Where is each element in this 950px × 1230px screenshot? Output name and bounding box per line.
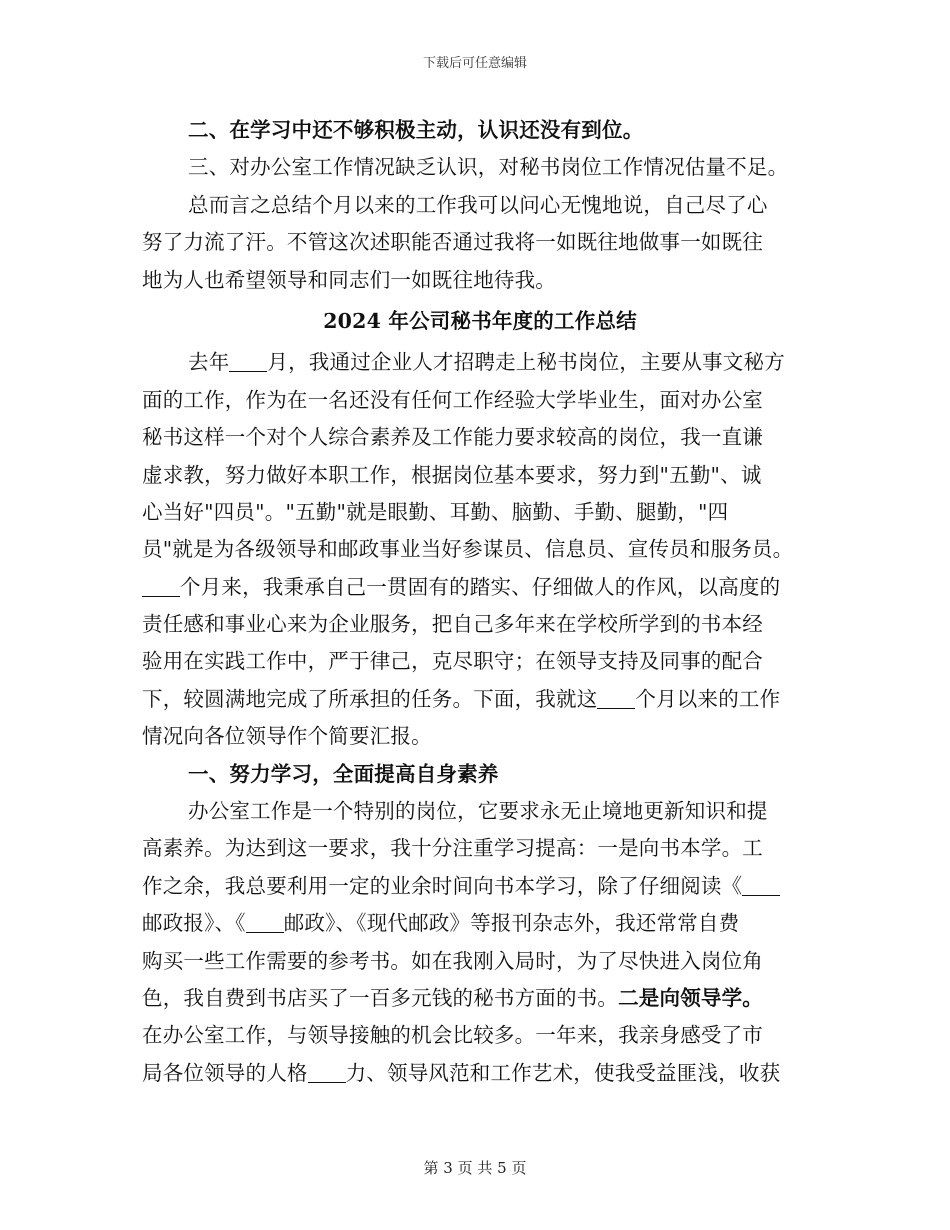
paragraph-line [142, 868, 818, 905]
text-run: 个月以来的工作 [635, 686, 781, 711]
document-body [142, 112, 818, 1092]
fill-in-blank [229, 351, 267, 372]
paragraph-line: 面的工作，作为在一名还没有任何工作经验大学毕业生，面对办公室 [142, 387, 763, 412]
text-run: 邮政报》、《 [142, 911, 246, 936]
fill-in-blank [742, 875, 780, 896]
page-footer: 第 3 页 共 5 页 [423, 1159, 527, 1177]
section-heading: 一、努力学习，全面提高自身素养 [188, 761, 499, 786]
text-run: 下，较圆满地完成了所承担的任务。下面，我就这 [142, 686, 598, 711]
fill-in-blank [308, 1062, 346, 1083]
bold-text-run: 二是向领导学。 [618, 985, 764, 1010]
paragraph-line [142, 905, 818, 942]
fill-in-blank [142, 576, 180, 597]
paragraph-line: 总而言之总结个月以来的工作我可以问心无愧地说，自己尽了心 [188, 192, 768, 217]
text-run: 个月来，我秉承自己一贯固有的踏实、仔细做人的作风，以高度的 [180, 574, 781, 599]
text-run: 力、领导风范和工作艺术，使我受益匪浅，收获 [345, 1060, 781, 1085]
paragraph-line: 购买一些工作需要的参考书。如在我刚入局时，为了尽快进入岗位角 [142, 948, 763, 973]
document-title: 2024 年公司秘书年度的工作总结 [323, 308, 637, 333]
paragraph-line: 地为人也希望领导和同志们一如既往地待我。 [142, 267, 556, 292]
text-run: 月，我通过企业人才招聘走上秘书岗位，主要从事文秘方 [267, 350, 785, 375]
text-run: 邮政》、《现代邮政》等报刊杂志外，我还常常自费 [283, 911, 740, 936]
text-run: 作之余，我总要利用一定的业余时间向书本学习，除了仔细阅读《 [142, 873, 743, 898]
paragraph-line: 心当好"四员"。"五勤"就是眼勤、耳勤、脑勤、手勤、腿勤，"四 [142, 499, 729, 524]
paragraph-line: 三、对办公室工作情况缺乏认识，对秘书岗位工作情况估量不足。 [188, 155, 789, 180]
paragraph-line: 努了力流了汗。不管这次述职能否通过我将一如既往地做事一如既往 [142, 230, 763, 255]
text-run: 色，我自费到书店买了一百多元钱的秘书方面的书。 [142, 985, 619, 1010]
paragraph-line [142, 569, 818, 606]
text-run: 去年 [188, 350, 230, 375]
paragraph-line: 虚求教，努力做好本职工作，根据岗位基本要求，努力到"五勤"、诚 [142, 462, 762, 487]
text-run: 局各位领导的人格 [142, 1060, 308, 1085]
paragraph-line: 情况向各位领导作个简要汇报。 [142, 724, 432, 749]
paragraph-line: 秘书这样一个对个人综合素养及工作能力要求较高的岗位，我一直谦 [142, 425, 763, 450]
paragraph-line: 高素养。为达到这一要求，我十分注重学习提高：一是向书本学。工 [142, 836, 763, 861]
paragraph-line [142, 344, 818, 381]
page-header: 下载后可任意编辑 [422, 56, 527, 71]
fill-in-blank [597, 688, 635, 709]
paragraph-line [142, 1055, 818, 1092]
paragraph-line: 员"就是为各级领导和邮政事业当好参谋员、信息员、宣传员和服务员。 [142, 537, 794, 562]
paragraph-line [142, 980, 818, 1017]
paragraph-line [142, 681, 818, 718]
paragraph-line: 验用在实践工作中，严于律己，克尽职守；在领导支持及同事的配合 [142, 649, 763, 674]
paragraph-line: 办公室工作是一个特别的岗位，它要求永无止境地更新知识和提 [188, 799, 768, 824]
fill-in-blank [246, 912, 284, 933]
paragraph-line: 责任感和事业心来为企业服务，把自己多年来在学校所学到的书本经 [142, 612, 763, 637]
section-heading: 二、在学习中还不够积极主动，认识还没有到位。 [188, 118, 644, 142]
paragraph-line: 在办公室工作，与领导接触的机会比较多。一年来，我亲身感受了市 [142, 1023, 763, 1048]
